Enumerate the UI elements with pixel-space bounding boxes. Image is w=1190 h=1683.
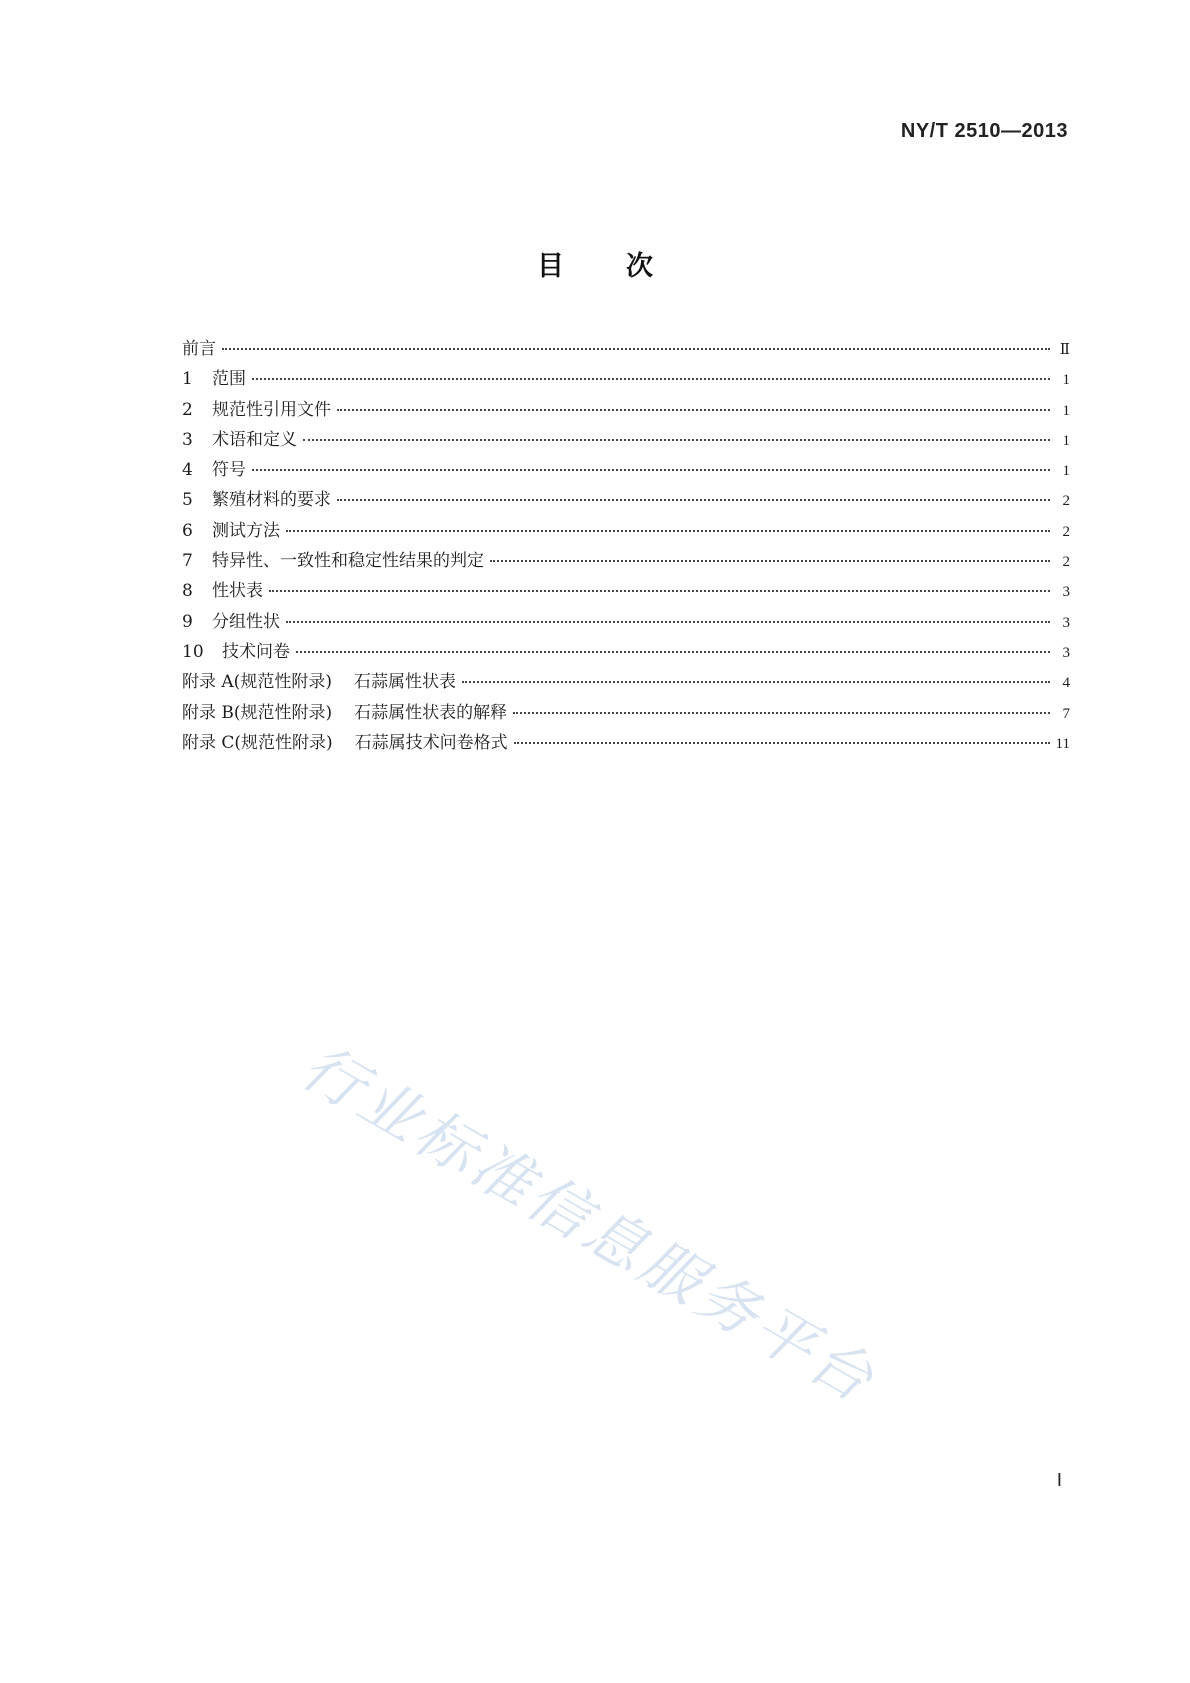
- toc-entry-label: 测试方法: [212, 520, 280, 541]
- toc-entry-number: 8: [182, 581, 193, 602]
- toc-dot-leader: [337, 409, 1050, 411]
- toc-entry-number: 5: [182, 490, 193, 511]
- toc-entry-label: 繁殖材料的要求: [212, 490, 331, 511]
- toc-entry-page: 1: [1062, 372, 1070, 389]
- toc-entry-number: 3: [182, 429, 193, 450]
- toc-entry-label: 附录 A(规范性附录): [182, 672, 332, 693]
- toc-entry[interactable]: [182, 546, 1070, 576]
- toc-dot-leader: [513, 712, 1050, 714]
- toc-entry-label: 性状表: [212, 581, 263, 602]
- toc-dot-leader: [222, 348, 1050, 350]
- toc-entry-page: 1: [1062, 432, 1070, 449]
- toc-entry-number: 6: [182, 520, 193, 541]
- toc-dot-leader: [269, 590, 1050, 592]
- toc-entry-page: 11: [1055, 735, 1070, 752]
- toc-entry[interactable]: [182, 607, 1070, 637]
- toc-entry-label: 术语和定义: [212, 429, 297, 450]
- toc-entry-number: 7: [182, 551, 193, 572]
- toc-entry-page: 7: [1062, 705, 1070, 722]
- toc-entry-page: 2: [1062, 523, 1070, 540]
- toc-dot-leader: [462, 681, 1050, 683]
- toc-entry[interactable]: [182, 485, 1070, 515]
- toc-entry-page: 1: [1062, 402, 1070, 419]
- toc-entry-page: 2: [1062, 554, 1070, 571]
- toc-entry-label: 符号: [212, 460, 246, 481]
- toc-entry-subtitle: 石蒜属性状表: [353, 672, 456, 693]
- toc-dot-leader: [286, 530, 1050, 532]
- toc-entry-label: 附录 B(规范性附录): [182, 702, 333, 723]
- toc-entry[interactable]: [182, 364, 1070, 394]
- toc-entry-subtitle: 石蒜属性状表的解释: [354, 702, 508, 723]
- toc-dot-leader: [252, 469, 1050, 471]
- page-number: Ⅰ: [1056, 1470, 1062, 1490]
- toc-entry-number: 2: [182, 399, 193, 420]
- toc-entry[interactable]: [182, 667, 1070, 697]
- toc-entry-page: 2: [1062, 493, 1070, 510]
- toc-entry[interactable]: [182, 425, 1070, 455]
- toc-dot-leader: [296, 651, 1050, 653]
- toc-entry[interactable]: [182, 728, 1070, 758]
- toc-entry-label: 技术问卷: [222, 641, 290, 662]
- toc-entry-page: Ⅱ: [1059, 342, 1070, 358]
- toc-entry-number: 10: [182, 641, 204, 662]
- toc-dot-leader: [286, 621, 1050, 623]
- standard-code: NY/T 2510—2013: [900, 120, 1068, 142]
- toc-entry-number: 4: [182, 460, 193, 481]
- toc-entry-page: 3: [1062, 584, 1070, 601]
- toc-dot-leader: [490, 560, 1050, 562]
- toc-entry-page: 4: [1062, 675, 1070, 692]
- toc-title: 目次: [537, 251, 715, 282]
- toc-entry-label: 前言: [182, 339, 216, 359]
- toc-entry-label: 范围: [212, 369, 246, 390]
- toc-entry-label: 附录 C(规范性附录): [182, 732, 333, 753]
- toc-entry-number: 1: [182, 369, 193, 390]
- table-of-contents: [182, 334, 1070, 758]
- toc-dot-leader: [337, 499, 1050, 501]
- toc-entry-page: 3: [1062, 614, 1070, 631]
- toc-entry-number: 9: [182, 611, 193, 632]
- toc-entry[interactable]: [182, 455, 1070, 485]
- toc-entry-label: 规范性引用文件: [212, 399, 331, 420]
- toc-dot-leader: [514, 742, 1050, 744]
- toc-entry-subtitle: 石蒜属技术问卷格式: [354, 732, 508, 753]
- toc-dot-leader: [252, 378, 1050, 380]
- toc-entry-page: 1: [1062, 463, 1070, 480]
- toc-entry-label: 分组性状: [212, 611, 280, 632]
- toc-entry-page: 3: [1062, 644, 1070, 661]
- toc-entry-label: 特异性、一致性和稳定性结果的判定: [212, 551, 484, 572]
- toc-entry[interactable]: [182, 637, 1070, 667]
- toc-entry[interactable]: [182, 395, 1070, 425]
- toc-entry[interactable]: [182, 698, 1070, 728]
- toc-entry[interactable]: [182, 516, 1070, 546]
- toc-dot-leader: [303, 439, 1050, 441]
- toc-entry[interactable]: [182, 334, 1070, 364]
- watermark: 行业标准信息服务平台: [290, 1032, 888, 1418]
- toc-entry[interactable]: [182, 576, 1070, 606]
